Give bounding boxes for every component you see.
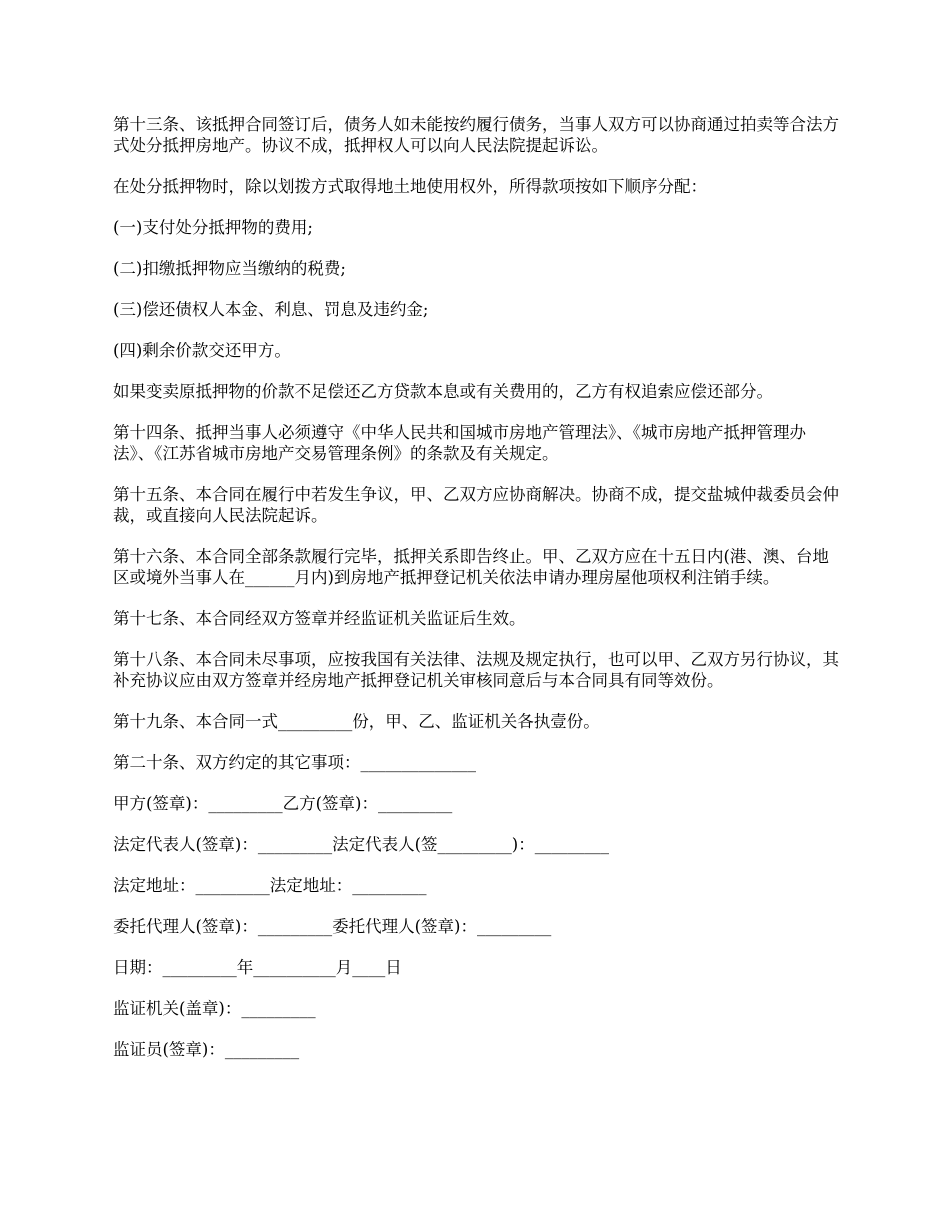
disposal-item-2: (二)扣缴抵押物应当缴纳的税费; <box>113 259 346 278</box>
legal-representative-signatures: 法定代表人(签章)：_________法定代表人(签_________)：_________ <box>113 835 609 854</box>
date-field: 日期：_________年__________月____日 <box>113 958 402 977</box>
agent-signatures: 委托代理人(签章)：_________委托代理人(签章)：_________ <box>113 917 552 936</box>
party-signatures: 甲方(签章)：_________乙方(签章)：_________ <box>113 794 453 813</box>
clause-17: 第十七条、本合同经双方签章并经监证机关监证后生效。 <box>113 609 526 628</box>
clause-20: 第二十条、双方约定的其它事项：______________ <box>113 753 476 772</box>
disposal-item-4: (四)剩余价款交还甲方。 <box>113 341 291 360</box>
disposal-item-3: (三)偿还债权人本金、利息、罚息及违约金; <box>113 300 429 319</box>
clause-13: 第十三条、该抵押合同签订后，债务人如未能按约履行债务，当事人双方可以协商通过拍卖等合法方式处分抵押房地产。协议不成，抵押权人可以向人民法院提起诉讼。 <box>113 115 839 155</box>
disposal-order-intro: 在处分抵押物时，除以划拨方式取得地土地使用权外，所得款项按如下顺序分配： <box>113 177 707 196</box>
clause-19: 第十九条、本合同一式_________份，甲、乙、监证机关各执壹份。 <box>113 712 600 731</box>
clause-15: 第十五条、本合同在履行中若发生争议，甲、乙双方应协商解决。协商不成，提交盐城仲裁委员会仲裁，或直接向人民法院起诉。 <box>113 485 839 525</box>
signature-block <box>113 793 843 1060</box>
supervising-authority-seal: 监证机关(盖章)：_________ <box>113 999 316 1018</box>
disposal-item-1: (一)支付处分抵押物的费用; <box>113 218 313 237</box>
supervisor-signature: 监证员(签章)：_________ <box>113 1040 300 1059</box>
document-body <box>113 114 843 1080</box>
shortfall-recovery: 如果变卖原抵押物的价款不足偿还乙方贷款本息或有关费用的，乙方有权追索应偿还部分。 <box>113 382 773 401</box>
clause-18: 第十八条、本合同未尽事项，应按我国有关法律、法规及规定执行，也可以甲、乙双方另行协议，其补充协议应由双方签章并经房地产抵押登记机关审核同意后与本合同具有同等效份。 <box>113 650 839 690</box>
legal-address-fields: 法定地址：_________法定地址：_________ <box>113 876 427 895</box>
clause-14: 第十四条、抵押当事人必须遵守《中华人民共和国城市房地产管理法》、《城市房地产抵押管理办法》、《江苏省城市房地产交易管理条例》的条款及有关规定。 <box>113 423 806 463</box>
clause-16: 第十六条、本合同全部条款履行完毕，抵押关系即告终止。甲、乙双方应在十五日内(港、澳、台地区或境外当事人在______月内)到房地产抵押登记机关依法申请办理房屋他项权利注销手续。 <box>113 547 829 587</box>
